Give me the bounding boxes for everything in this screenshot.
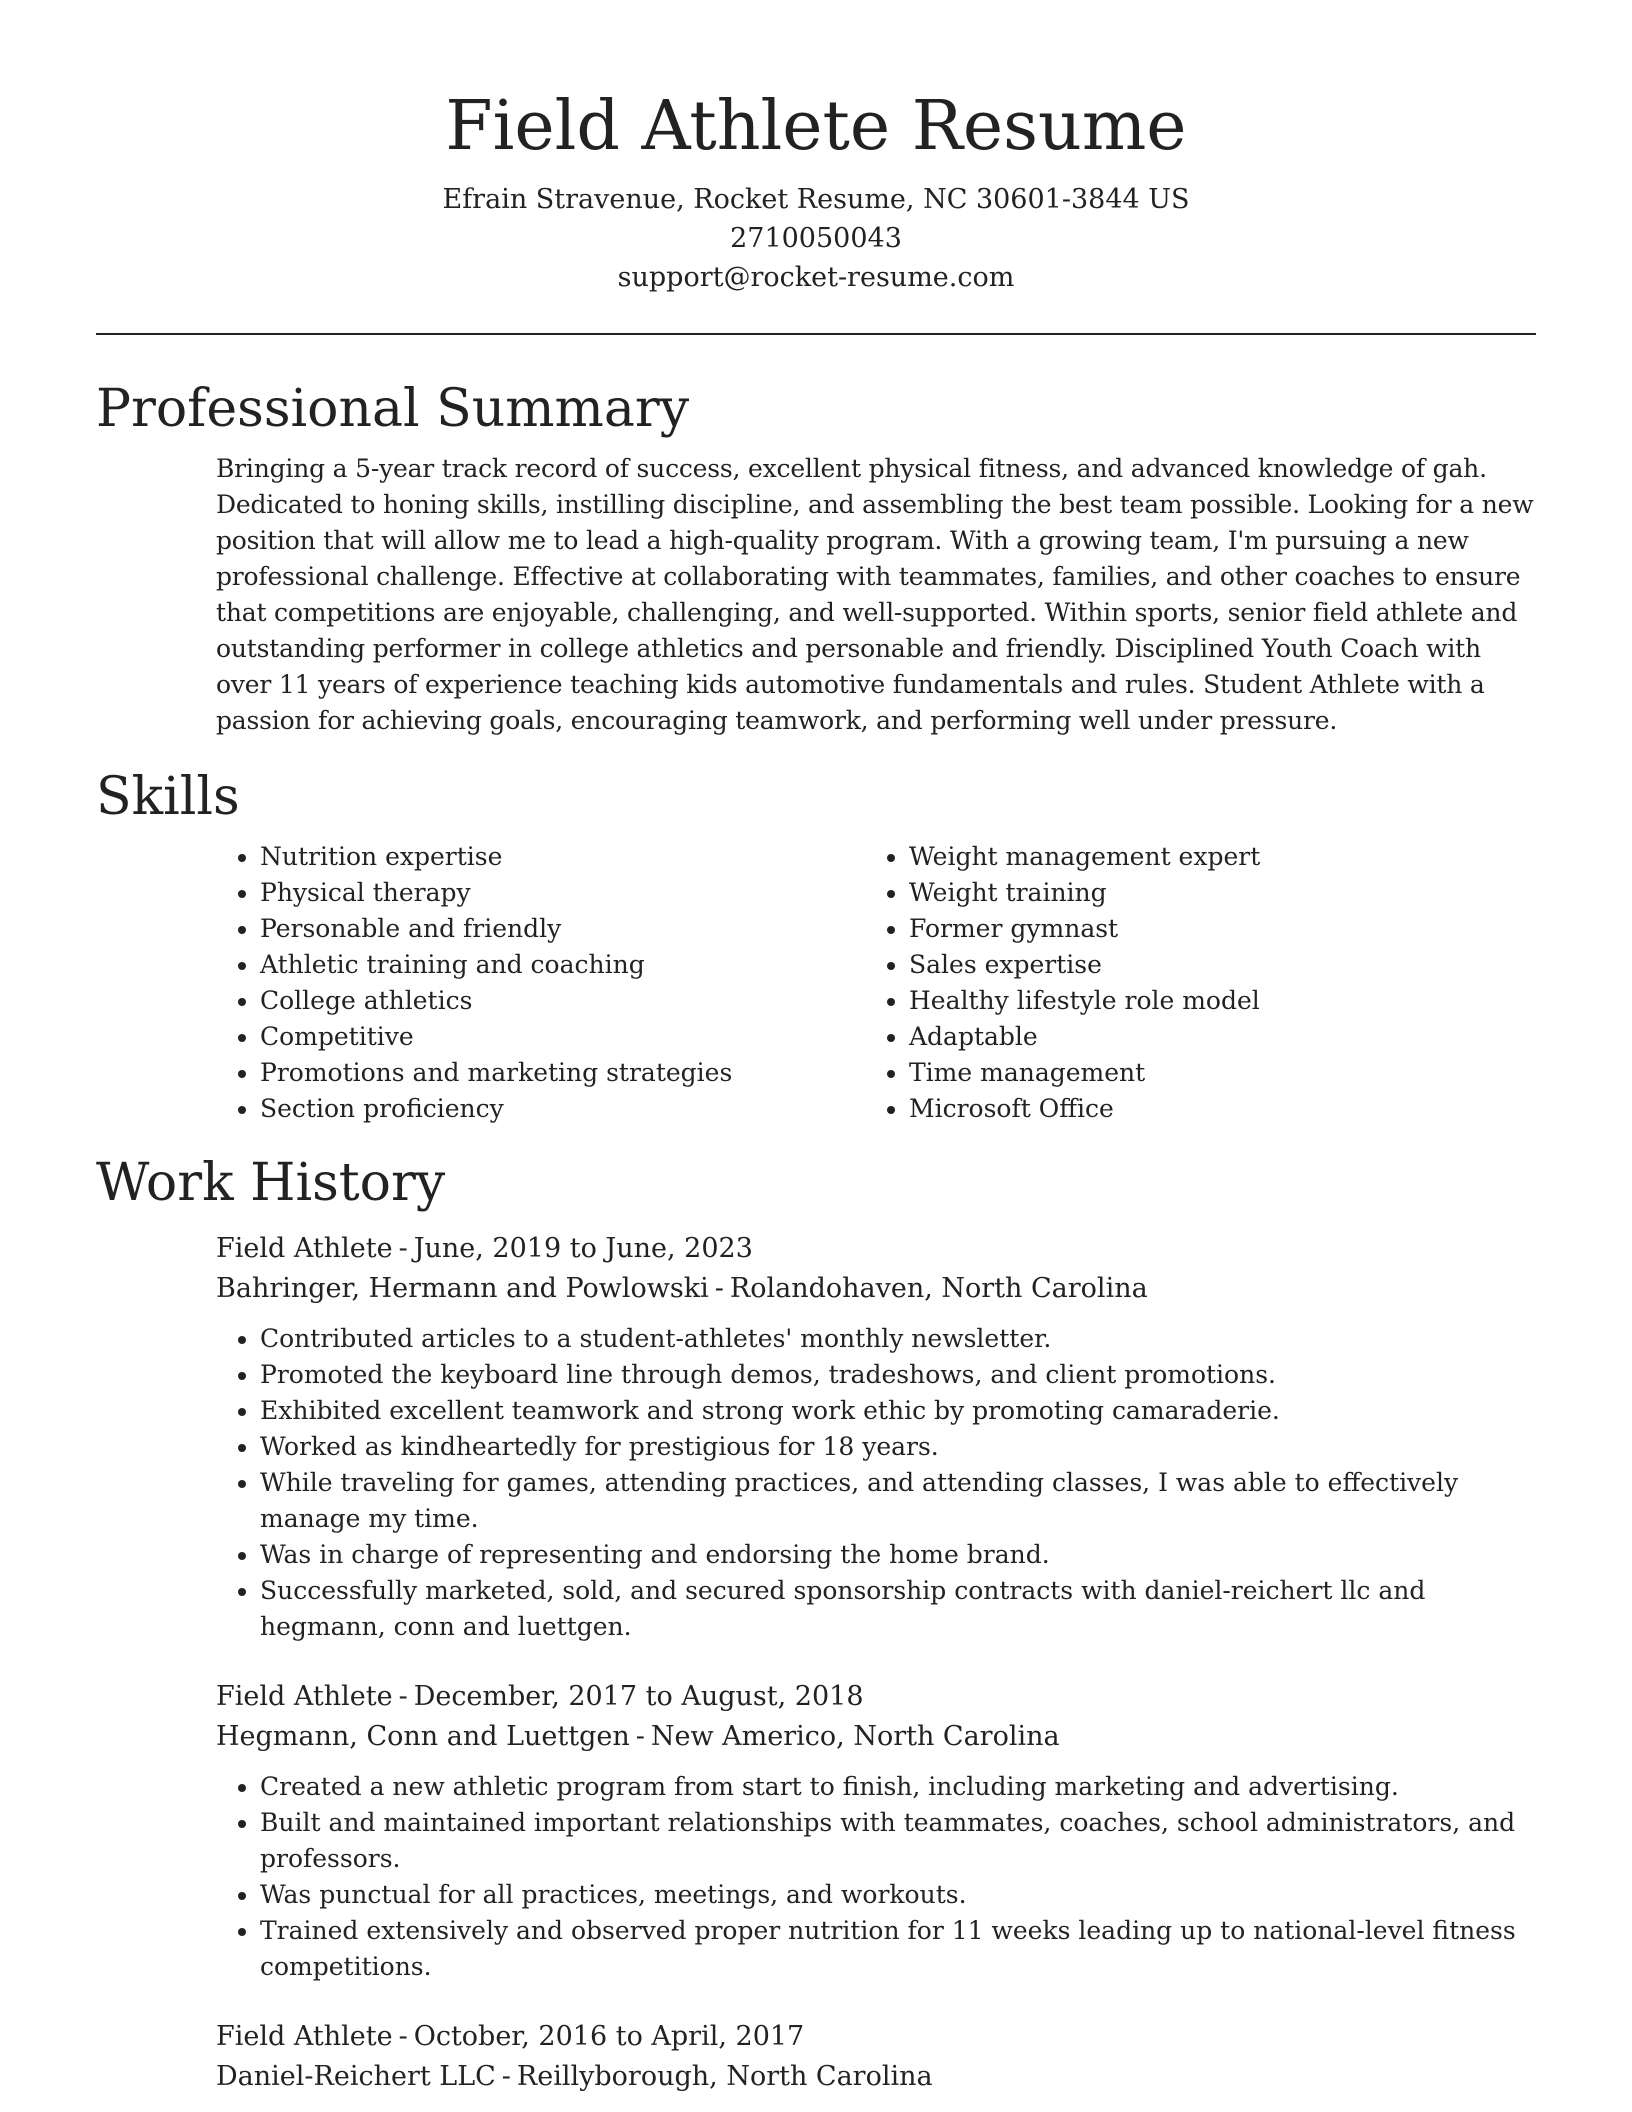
job-entry xyxy=(216,1677,1536,1985)
company-location: Reillyborough, North Carolina xyxy=(516,2061,933,2092)
contact-phone: 2710050043 xyxy=(730,223,902,254)
job-dates: October, 2016 to April, 2017 xyxy=(413,2021,805,2052)
job-duties xyxy=(216,1769,1536,1985)
company-name: Hegmann, Conn and Luettgen xyxy=(216,1721,630,1752)
separator: - xyxy=(398,1233,408,1264)
skill-item: • Section proficiency xyxy=(260,1091,745,1127)
duty-item: • Contributed articles to a student-athletes' monthly newsletter. xyxy=(260,1321,1536,1357)
duty-item: • Promoted the keyboard line through demos, tradeshows, and client promotions. xyxy=(260,1357,1536,1393)
job-entry xyxy=(216,2017,1536,2097)
resume-page xyxy=(96,0,1536,2097)
skill-item: • Weight training xyxy=(909,875,1260,911)
duty-item: • Worked as kindheartedly for prestigious for 18 years. xyxy=(260,1429,1536,1465)
skills-column-right xyxy=(745,839,1260,1127)
company-line xyxy=(216,1717,1536,1757)
job-dates: December, 2017 to August, 2018 xyxy=(413,1681,864,1712)
company-location: Rolandohaven, North Carolina xyxy=(729,1273,1148,1304)
duty-item: • Created a new athletic program from start to finish, including marketing and advertising. xyxy=(260,1769,1536,1805)
contact-email: support@rocket-resume.com xyxy=(617,262,1015,293)
skill-item: • Healthy lifestyle role model xyxy=(909,983,1260,1019)
skill-item: • Physical therapy xyxy=(260,875,745,911)
job-title-line xyxy=(216,2017,1536,2057)
separator: - xyxy=(398,1681,408,1712)
job-duties xyxy=(216,1321,1536,1645)
separator: - xyxy=(635,1721,645,1752)
company-name: Daniel-Reichert LLC xyxy=(216,2061,496,2092)
duty-item: • Exhibited excellent teamwork and strong work ethic by promoting camaraderie. xyxy=(260,1393,1536,1429)
skill-item: • Promotions and marketing strategies xyxy=(260,1055,745,1091)
job-title: Field Athlete xyxy=(216,1681,393,1712)
resume-title: Field Athlete Resume xyxy=(445,87,1187,166)
duty-item: • Trained extensively and observed proper nutrition for 11 weeks leading up to national-level fitness competitions. xyxy=(260,1913,1536,1985)
company-name: Bahringer, Hermann and Powlowski xyxy=(216,1273,709,1304)
separator: - xyxy=(501,2061,511,2092)
skill-item: • Time management xyxy=(909,1055,1260,1091)
work-history-heading: Work History xyxy=(96,1153,446,1213)
duty-item: • Built and maintained important relationships with teammates, coaches, school administrators, and professors. xyxy=(260,1805,1536,1877)
company-location: New Americo, North Carolina xyxy=(650,1721,1060,1752)
job-title-line xyxy=(216,1229,1536,1269)
job-title-line xyxy=(216,1677,1536,1717)
duty-item: • Was punctual for all practices, meetings, and workouts. xyxy=(260,1877,1536,1913)
company-line xyxy=(216,1269,1536,1309)
skill-item: • Nutrition expertise xyxy=(260,839,745,875)
skills-column-left xyxy=(96,839,745,1127)
company-line xyxy=(216,2057,1536,2097)
duty-item: • Successfully marketed, sold, and secured sponsorship contracts with daniel-reichert llc and hegmann, conn and luettgen. xyxy=(260,1573,1536,1645)
skill-item: • Microsoft Office xyxy=(909,1091,1260,1127)
skill-item: • Athletic training and coaching xyxy=(260,947,745,983)
skill-item: • Former gymnast xyxy=(909,911,1260,947)
duty-item: • While traveling for games, attending practices, and attending classes, I was able to effectively manage my time. xyxy=(260,1465,1536,1537)
summary-heading: Professional Summary xyxy=(96,379,690,439)
separator: - xyxy=(398,2021,408,2052)
job-title: Field Athlete xyxy=(216,1233,393,1264)
job-dates: June, 2019 to June, 2023 xyxy=(413,1233,753,1264)
contact-address: Efrain Stravenue, Rocket Resume, NC 30601-3844 US xyxy=(442,184,1190,215)
skill-item: • Sales expertise xyxy=(909,947,1260,983)
job-title: Field Athlete xyxy=(216,2021,393,2052)
summary-text: Bringing a 5-year track record of success, excellent physical fitness, and advanced knowledge of gah. Dedicated to honing skills, instilling discipline, and assembling the best team possible. Looking for a new position that will allow me to lead a high-quality program. With a growing team, I'm pursuing a new professional challenge. Effective at collaborating with teammates, families, and other coaches to ensure that competitions are enjoyable, challenging, and well-supported. Within sports, senior field athlete and outstanding performer in college athletics and personable and friendly. Disciplined Youth Coach with over 11 years of experience teaching kids automotive fundamentals and rules. Student Athlete with a passion for achieving goals, encouraging teamwork, and performing well under pressure. xyxy=(216,454,1534,735)
skill-item: • Personable and friendly xyxy=(260,911,745,947)
separator: - xyxy=(714,1273,724,1304)
skills-list xyxy=(96,839,1536,1127)
skill-item: • Competitive xyxy=(260,1019,745,1055)
job-entry xyxy=(216,1229,1536,1645)
contact-block xyxy=(96,180,1536,297)
skill-item: • Adaptable xyxy=(909,1019,1260,1055)
skill-item: • College athletics xyxy=(260,983,745,1019)
skills-heading: Skills xyxy=(96,767,240,827)
duty-item: • Was in charge of representing and endorsing the home brand. xyxy=(260,1537,1536,1573)
header-divider xyxy=(96,333,1536,335)
skill-item: • Weight management expert xyxy=(909,839,1260,875)
